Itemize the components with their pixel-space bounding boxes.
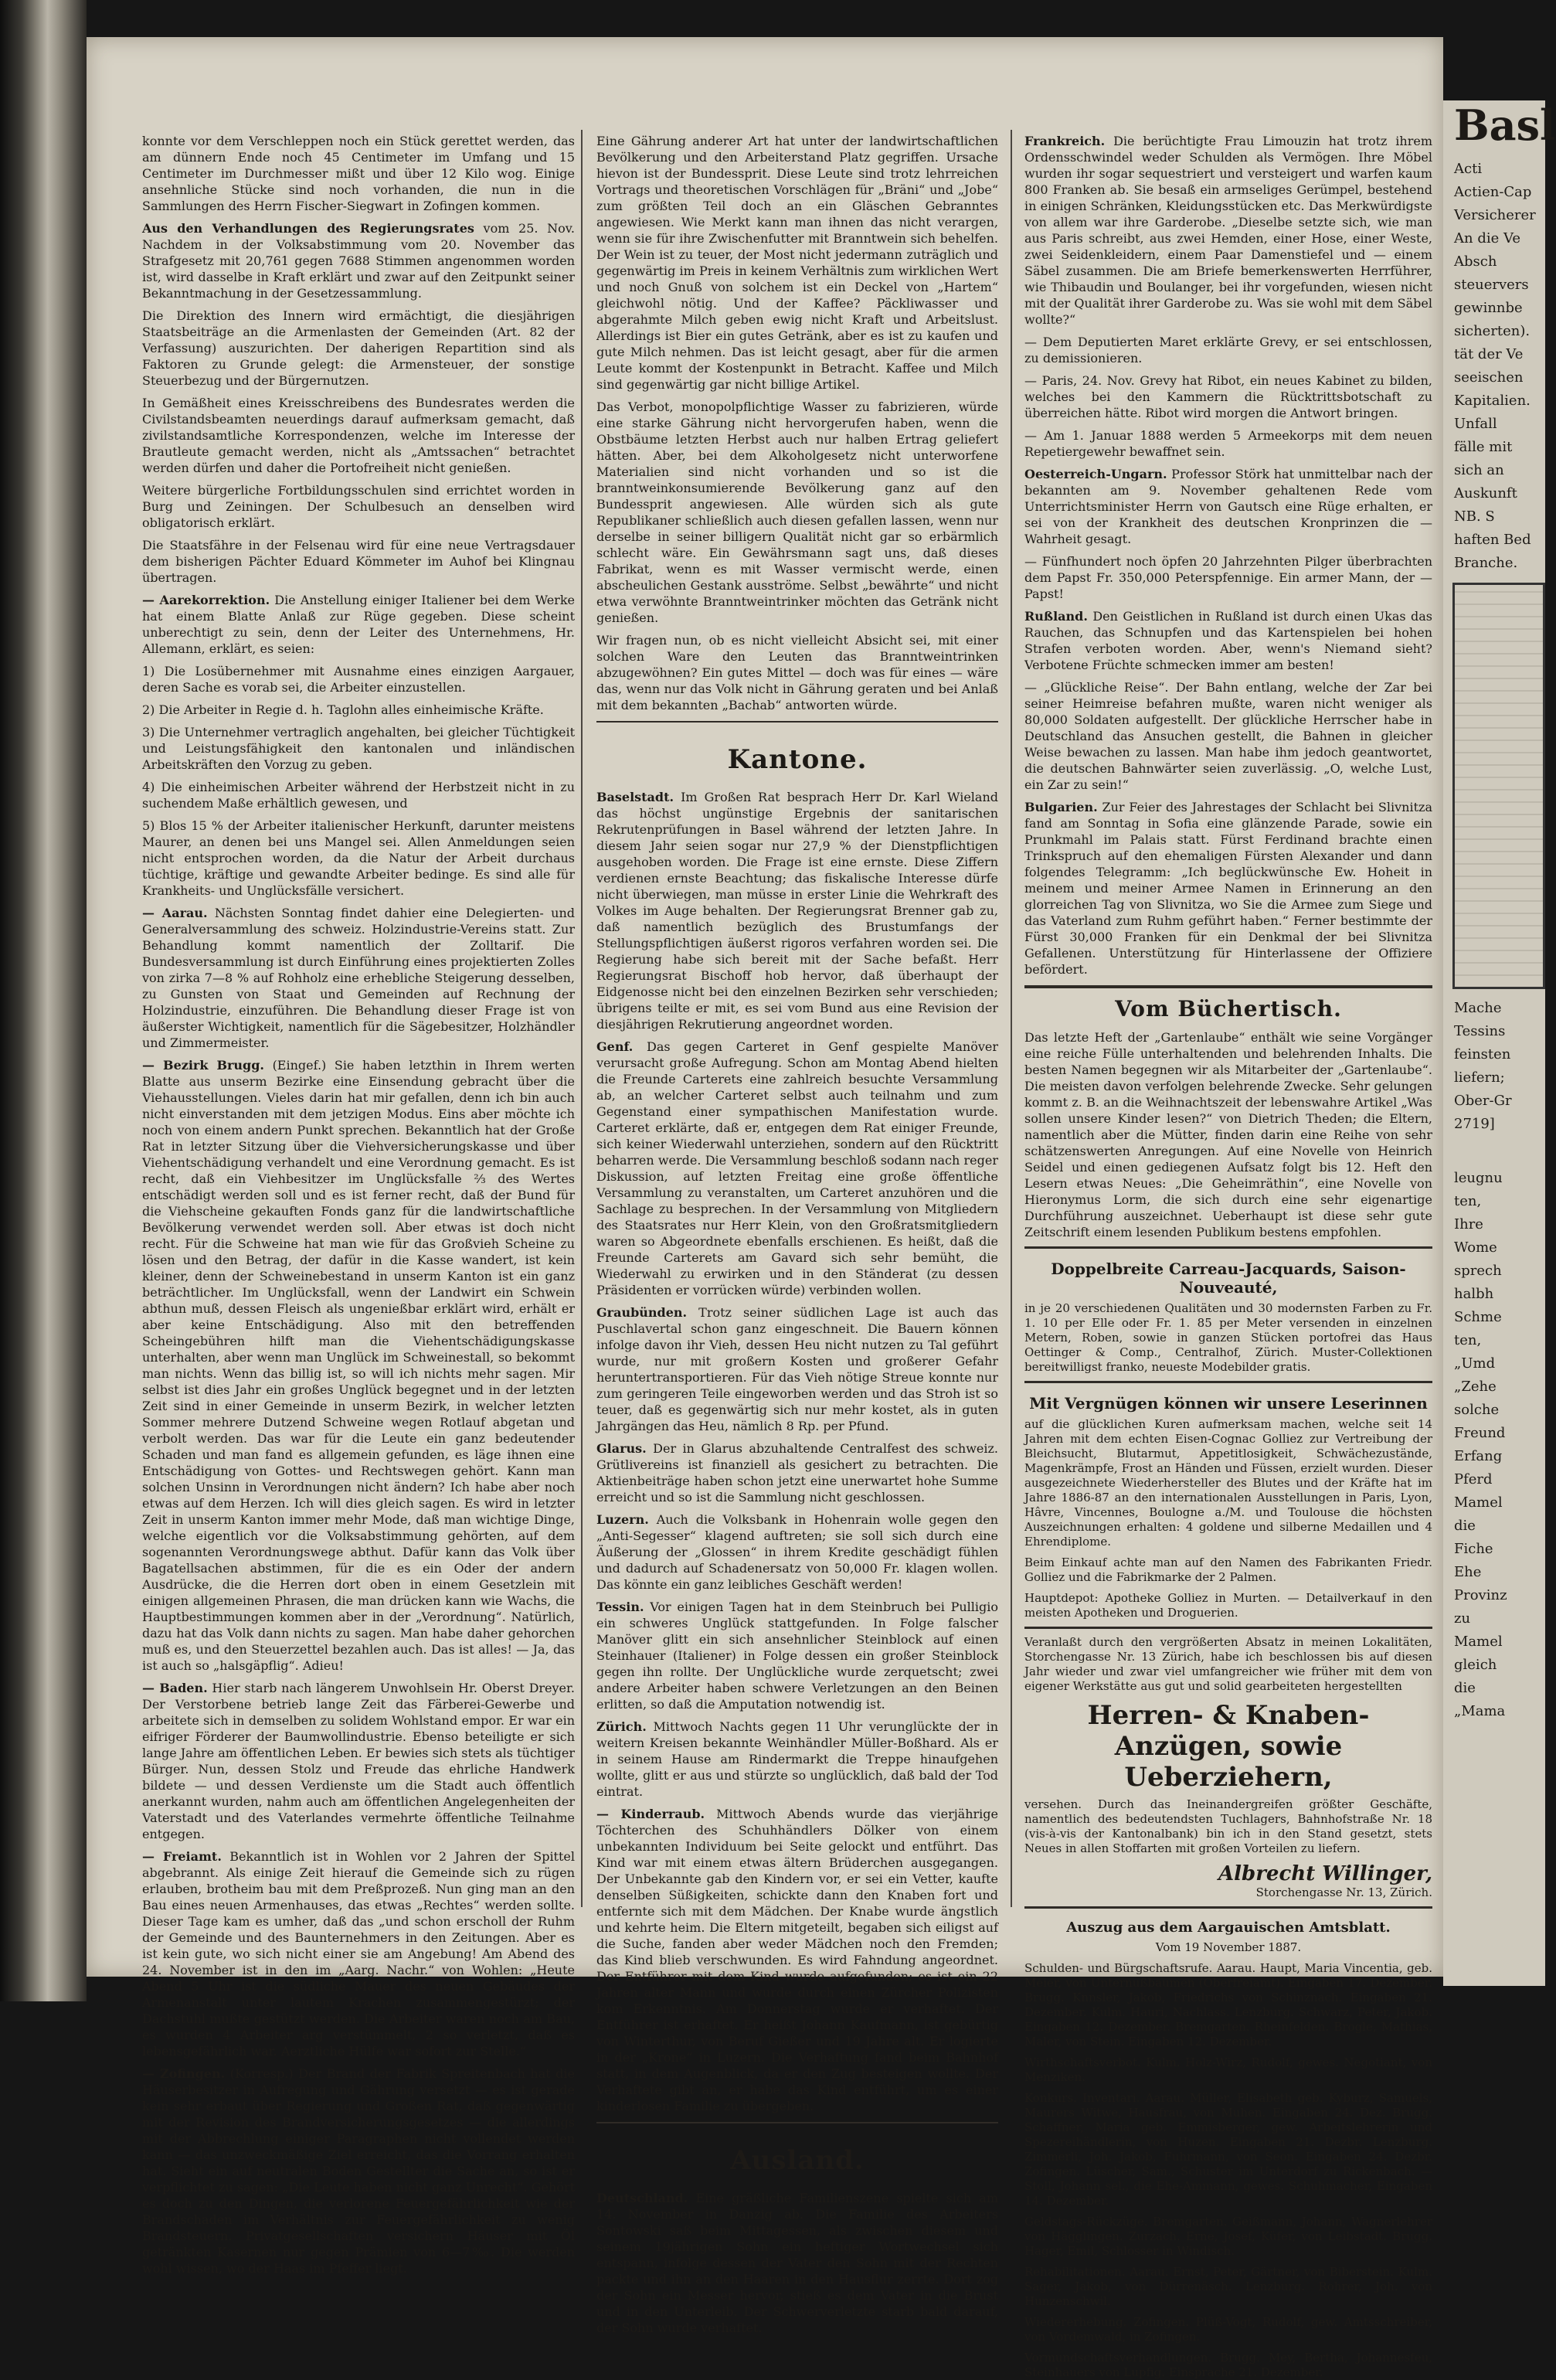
adjacent-page-line: gewinnbe (1454, 300, 1523, 316)
adjacent-page-line: solche (1454, 1402, 1500, 1418)
adjacent-page-lines (1454, 997, 1545, 1136)
article-paragraph (596, 1039, 998, 1298)
article-paragraph (1024, 799, 1432, 978)
article-lead: — Kinderraub. (596, 1807, 705, 1821)
ad-text: Veranlaßt durch den vergrößerten Absatz in meinen Lokalitäten, Storchengasse Nr. 13 Zürich, habe ich beschlossen bis auf diesen Jahr wieder und zwar viel umfangreicher wie früher mit dem von eigener Werkstätte aus gut und solid gearbeiteten hergestellten (1024, 1635, 1432, 1693)
adjacent-page-lines (1454, 1167, 1545, 1723)
list-item: 4) Die einheimischen Arbeiter während der Herbstzeit nicht in zu suchendem Maße erhältlich gewesen, und (142, 780, 575, 811)
adjacent-page-line: gleich (1454, 1657, 1497, 1673)
list-item: 3) Die Unternehmer vertraglich angehalten, bei gleicher Tüchtigkeit und Leistungsfähigkeit den kantonalen und inländischen Arbeitskräften den Vorzug zu geben. (142, 725, 575, 772)
column-divider (581, 130, 583, 1907)
article-paragraph: Die Direktion des Innern wird ermächtigt, die diesjährigen Staatsbeiträge an die Armenlasten der Gemeinden (Art. 82 der Verfassung) auszurichten. Der daherigen Repartition sind als Faktoren zu Grunde gelegt: die Armensteuer, der sonstige Steuerbezug und der Bürgernutzen. (142, 308, 575, 388)
ad-signature: Albrecht Willinger, (1218, 1862, 1432, 1885)
advertisement-jacquards (1024, 1246, 1432, 1375)
article-lead: Rußland. (1024, 609, 1088, 624)
article-paragraph (142, 1848, 575, 2059)
article-paragraph (142, 1680, 575, 1842)
article-text: Mittwoch Nachts gegen 11 Uhr verunglückte der in weitern Kreisen bekannte Weinhändler Müller-Boßhard. Als er in seinem Hause am Rindermarkt die Treppe hinaufgehen wollte, glitt er aus und stürzte so unglücklich, daß bald der Tod eintrat. (596, 1719, 998, 1799)
adjacent-page-line: tät der Ve (1454, 346, 1524, 362)
article-paragraph: Weitere bürgerliche Fortbildungsschulen sind errichtet worden in Burg und Zeiningen. Der Schulbesuch an denselben wird obligatorisch erklärt. (142, 483, 575, 530)
adjacent-page-line: steuervers (1454, 277, 1529, 293)
adjacent-page-line: sich an (1454, 462, 1504, 478)
article-lead: Graubünden. (596, 1305, 688, 1320)
adjacent-page-line: Schme (1454, 1309, 1502, 1325)
adjacent-page-line: liefern; (1454, 1069, 1505, 1086)
article-lead: Aus den Verhandlungen des Regierungsrates (142, 221, 474, 236)
adjacent-page-line: halbh (1454, 1286, 1494, 1302)
article-text: Eine gräßliche Familienszene spielte sich am 14. November in Danzig ab. Die Familie des Arbeiters Sontowski saß beim Mittagessen, als zwischen diesem und seinem 19jährigen Sohn ein heftiger Wortwechsel sich entspann, infolge dessen der Vater den Sohn mit der Rechten packte und ihn an den Haaren in den Hausflur zerrte. Dort zog der Sohn ein Messer hervor, stieß es dem Vater in die Brust und in den Unterleib. Der Schwerverletzte starb bald darauf, der Sohn wurde verhaftet. (596, 2191, 998, 2335)
ad-headline: Doppelbreite Carreau-Jacquards, Saison-Nouveauté, (1051, 1260, 1406, 1297)
article-paragraph: — Dem Deputierten Maret erklärte Grevy, er sei entschlossen, zu demissionieren. (1024, 335, 1432, 366)
article-text: Die Anstellung einiger Italiener bei dem Werke hat einem Blatte Anlaß zur Rüge gegeben. Diese scheint unberechtigt zu sein, denn der Leiter des Unternehmens, Hr. Allemann, erklärt, es seien: (142, 593, 575, 656)
section-divider (596, 721, 998, 722)
amtsblatt-entry: Wiedererhebung. Zofingen. Plüß-Vogt, Rudolf, gew. Amtsschreiber, von Vordemwald, in Zofingen. (1024, 2315, 1432, 2344)
adjacent-page-line: Provinz (1454, 1587, 1507, 1603)
article-paragraph (1024, 608, 1432, 673)
article-paragraph: Eine Gährung anderer Art hat unter der landwirtschaftlichen Bevölkerung und den Arbeiterstand Platz gegriffen. Ursache hievon ist der Bundessprit. Diese Leute sind trotz lehrreichen Vortrags und theoretischen Vorschlägen für „Bräni“ und „Jobe“ zum größten Teil doch an ein Gläschen Gebranntes angewiesen. Wie Merkt kann man ihnen das nicht verargen, wenn sie für ihre Zwischenfutter mit Branntwein sich behelfen. Der Wein ist zu teuer, der Most nicht jedermann zuträglich und gegenwärtig im Preis in keinem Verhältnis zum wirklichen Wert und noch Gnuß von solchem ist ein Deckel von „Hartem“ gleichwohl nötig. Und der Kaffee? Päckliwasser und abgerahmte Milch geben ewig nicht Kraft und Arbeitslust. Allerdings ist Bier ein gutes Getränk, aber es ist zu kaufen und gute Milch nehmen. Das ist leicht gesagt, aber für die armen Leute kommt der Kostenpunkt in Betracht. Kaffee und Milch sind gegenwärtig gar nicht billige Artikel. (596, 134, 998, 392)
article-text: Mittwoch Abends wurde das vierjährige Töchterchen des Schuhhändlers Dölker von einem unbekannten Individuum bei Seite gelockt und entführt. Das Kind war mit einem etwas ältern Brüderchen ausgegangen. Der Unbekannte gab den Kindern vor, er sei ein Vetter, kaufte denselben Süßigkeiten, schickte dann den Knaben fort und entfernte sich mit dem Mädchen. Der Knabe wurde ängstlich und kehrte heim. Die Eltern mitgeteilt, begaben sich eiligst auf die Suche, fanden aber weder Mädchen noch den Fremden; das Kind blieb verschwunden. Es wird Fahndung angeordnet. Der Entführer mit dem Kind wurde aufgefunden; es ist ein 22 Jahren alter Mann und wurde durch einen Zürcher Polizisten kom Erkenntnis. Am Donnerstag wurde er verhaftet. Der Entführer ist erhaftet. Er heißt Johann Kaufmann, ist gebürtig von Winterthur, von Beruf Gießer und 19 Jahre alt. Er logierte in der „Krone“ in Luzern. Die Verhaftung fand beim Bahnhof statt, in dem Augenblick, da er den Zug besteigen wollte. Der Verhaftete gibt an, er habe das Kind entführt, um es einer kinderlosen Familie zu übergeben. (596, 1807, 999, 2113)
article-paragraph (142, 905, 575, 1051)
adjacent-page-line: Wome (1454, 1239, 1497, 1256)
article-text: (Korresp.) Der Brand der Fabrik Spreitenbach hat die Häuserbesitzer in Aufregung und Gährung versetzt — es ist gerade kein sehr erbaut über Regierung und Großen Rat, daß gegenwärtig mit der Revision des Brandversicherungsgesetzes — die allerdings mit der Abbrechlung einiger Paragraphen nicht vollendet werden kann — das unzweckmäßige Ziel erreicht, das die Vorrang erhalten hat. Sieht ein auf neutralen Boden Gestellter die Sache an, so ist er verpflichtet zu sagen: „Die Leute haben nicht ganz Unrecht“. Gehört es doch zu den Dingen, die verlorene Feuergefährlichkeit wie der Brandschaden im Verhältnis zur Feuergefährlichkeit zu wenig Brandsteuern. Privatgesellschaften versichern Häuser mit Öl getränkten Kasernen nur gegen Prämien von 6—7‰. Die werden wohl wissen, wo der Haas im Pfeffer liegt. (142, 2066, 576, 2276)
adjacent-page-line: seeischen (1454, 369, 1524, 386)
article-text: Trotz seiner südlichen Lage ist auch das Puschlavertal schon ganz eingeschneit. Die Bauern können infolge davon ihr Vieh, dessen Heu nicht nutzen zu Tal geführt wurde, nur mit großern Kosten und großerer Gefahr heruntertransportieren. Für das Vieh nötige Streue konnte nur zum geringeren Teile eingeworben werden und das Stroh ist so teuer, daß es gegenwärtig sich nur mehr kostet, als in guten Jahrgängen das Heu, nämlich 8 Rp. per Pfund. (596, 1305, 998, 1433)
book-binding (0, 0, 87, 2001)
adjacent-page-line: An die Ve (1454, 230, 1520, 246)
article-text: Bekanntlich ist in Wohlen vor 2 Jahren der Spittel abgebrannt. Als einige Zeit hierauf die Gemeinde sich zu rügen erlauben, brotheim bau mit dem Preßprozeß. Nun ging man an den Bau eines neuen Armenhauses, das etwas „Rechtes“ werden sollte. Dieser Tage kam es umher, daß das „und schon erscholl der Ruhm der Gemeinde und des Baunternehmers in den Zeitungen. Aber es ist kein gute, wo sich nicht einer sie am Angebung! Am Abend des 24. November ist in den im „Aarg. Nachr.“ von Wohlen: „Heute Abend 5 Uhr ist die südliche Mauer des neuen Gebäudes der Armenanstalt unter lautem Krachen zusammengestürzt; der Dachstuhl mußte gestützt werden. Die Arbeiter waren noch am Bau, es wurden 4 Arbeiter arg verstümmelt, 2 so verletzt, daß es lebensgefährlich war. Aerztliche Hülfe war sofort zur Stelle.“ (142, 1849, 576, 2059)
article-paragraph (142, 220, 575, 301)
article-paragraph (596, 1511, 998, 1593)
adjacent-page-line: Pferd (1454, 1471, 1493, 1488)
article-text: vom 25. Nov. Nachdem in der Volksabstimmung vom 20. November das Strafgesetz mit 20,761 gegen 7688 Stimmen angenommen worden ist, wird dasselbe in Kraft erklärt und zwar auf den Zeitpunkt seiner Bekanntmachung in der Gesetzessammlung. (142, 221, 575, 301)
column-divider (1011, 130, 1012, 1907)
adjacent-page-line: Fiche (1454, 1541, 1493, 1557)
amtsblatt-entry: Konkurs. Inventari. Aarau. Müller, Elisabeth geb. Kyburz, Samuels, Maurers Witwe, Hausfrau, von Muhen. Eingaben 24. Dez. Brugg. Schaffner, Maria geb. Emmisberger, gew. Arbeitslehrerin und Spezereihändlerin, von Huzen. Eingaben 21. Dezbr. Lenzburg. Zimmerli, Joh. Jakob, Fuhrmann, von Seon. Eingaben 24. Dezbr. Zofingen. Lüscher, Sam., Schuster im Unterdorf zu Rickenbach. — Stoll, Johann sel., die Ehe-Ammann, gewes. Schuhmacher, Eingaben 14. Dezember. (1024, 2091, 1432, 2208)
adjacent-page-line: sicherten). (1454, 323, 1531, 339)
adjacent-page-title: Basl (1454, 100, 1556, 150)
section-title-buechertisch: Vom Büchertisch. (1115, 996, 1342, 1022)
article-paragraph (142, 1057, 575, 1674)
amtsblatt-entry: Rehabilitationen. Aarau. Ernst, Peter, Gärtner, von Biberstein. Kulm. Sager, Jakob, von Dürrenäsch. Lenzburg. Rohrer, Joh. von Hunzenschwil. (1024, 2265, 1432, 2308)
article-lead: — Zofingen. (142, 2066, 226, 2081)
adjacent-page-line: Mamel (1454, 1494, 1503, 1511)
article-paragraph: — Am 1. Januar 1888 werden 5 Armeekorps mit dem neuen Repetiergewehr bewaffnet sein. (1024, 428, 1432, 459)
adjacent-page-line: Tessins (1454, 1023, 1506, 1039)
article-text: Das gegen Carteret in Genf gespielte Manöver verursacht große Aufregung. Schon am Montag Abend hielten die Freunde Carterets eine zahlreich besuchte Versammlung ab, an welcher Carteret selbst auch teilnahm und zum Gegenstand einer sympathischen Manifestation wurde. Carteret erklärte, daß er, entgegen dem Rat einiger Freunde, sich keiner Wiederwahl unterziehen, sondern auf den Rücktritt beharren werde. Die Versammlung beschloß sodann nach reger Diskussion, auf letzten Freitag eine große öffentliche Versammlung zu veranstalten, um Carteret anzuhören und die Sachlage zu besprechen. In der Versammlung von Mitgliedern des Staatsrates nur Herr Klein, von den Großratsmitgliedern waren so Abgeordnete ebenfalls erschienen. Es heißt, daß die Freunde Carterets am Gavard sich sehr bemüht, die Wiederwahl zu erwirken und in den Ständerat (zu dessen Präsidenten er vorrücken würde) verbinden wollen. (596, 1039, 998, 1297)
adjacent-page-line: ten, (1454, 1332, 1482, 1348)
adjacent-page-line: die (1454, 1680, 1476, 1696)
adjacent-page-line: haften Bed (1454, 532, 1531, 548)
adjacent-page-line: Ober-Gr (1454, 1093, 1512, 1109)
article-paragraph: Das letzte Heft der „Gartenlaube“ enthält wie seine Vorgänger eine reiche Fülle unterhaltenden und belehrenden Inhalts. Die besten Namen begegnen wir als Mitarbeiter der „Gartenlaube“. Die meisten davon verfolgen belehrende Zwecke. Sehr gelungen kommt z. B. an die Weihnachtszeit der lebenswahre Artikel „Was sollen unsere Kinder lesen?“ von Dietrich Theden; die Eltern, namentlich aber die Mütter, finden darin eine Reihe von sehr schätzenswerten Anregungen. Auf eine Novelle von Heinrich Seidel und einen gediegenen Aufsatz folgt bis 12. Heft den Lesern etwas Neues: „Die Geheimräthin“, eine Novelle von Hieronymus Lorm, die sich durch eine sehr eigenartige Durchführung auszeichnet. Ueberhaupt ist diese sehr gute Zeitschrift einem lesenden Publikum bestens empfohlen. (1024, 1030, 1432, 1239)
adjacent-page-line: Unfall (1454, 416, 1497, 432)
article-paragraph: — Fünfhundert noch öpfen 20 Jahrzehnten Pilger überbrachten dem Papst Fr. 350,000 Peterspfennige. Ein armer Mann, der — Papst! (1024, 554, 1432, 601)
article-paragraph: Wir fragen nun, ob es nicht vielleicht Absicht sei, mit einer solchen Ware den Leuten das Branntweintrinken abzugewöhnen? Ein gutes Mittel — doch was für eines — wäre das, wenn nur das Volk nicht in Gährung geraten und bei Anlaß mit dem bekannten „Bachab“ antworten würde. (596, 633, 998, 712)
amtsblatt-entry: Vormundschaftsverhandlungen. Brugg. Mey, Bertha, Johannesfeu, Steinhauers von Lupfig. Einsprache 21. Dezember. (1024, 2351, 1432, 2379)
section-title-kantone: Kantone. (727, 744, 868, 775)
adjacent-page-line: Versicherer (1454, 207, 1536, 223)
section-divider (596, 2122, 998, 2123)
article-text: Zur Feier des Jahrestages der Schlacht bei Slivnitza fand am Sonntag in Sofia eine glänzende Parade, sowie ein Prunkmahl im Palais statt. Fürst Ferdinand brachte einen Trinkspruch auf den ehemaligen Fürsten Alexander und dann folgendes Telegramm: „Ich beglückwünsche Ew. Hoheit in meinem und meiner Armee Namen in Erinnerung an den glorreichen Tag von Slivnitza, wo Sie die Armee zum Siege und das Vaterland zum Ruhm geführt haben.“ Ferner bestimmte der Fürst 30,000 Franken für ein Denkmal der bei Slivnitza Gefallenen. Unterstützung für Hinterlassene der Offiziere befördert. (1024, 800, 1432, 977)
adjacent-page-line: ten, (1454, 1193, 1482, 1209)
adjacent-page-line: „Mama (1454, 1703, 1506, 1719)
article-paragraph (596, 1304, 998, 1434)
adjacent-page-fragment (1443, 100, 1556, 1986)
article-lead: Bulgarien. (1024, 800, 1098, 814)
amtsblatt-entry: Geldstags-Rückzüge. Bremgarten. Geißmann, Johann, Wagnerlehrer von Hägglingen. Zurzach. Erne, Josef, Küfer, von Leibstadt. Brugg. Hager, Emil, Schlosser in Windisch. (1024, 2215, 1432, 2258)
amtsblatt-entry: Wirthschaftsverbot. Kulm. Holz-Wirz, Rudolf, gewes. Negotiant, von Menziken. (1024, 2055, 1432, 2084)
article-text: Vor einigen Tagen hat in dem Steinbruch bei Pulligio ein schweres Unglück stattgefunden. In Folge falscher Manöver glitt ein sich ansehnlicher Steinblock auf einen Steinhauer (Italiener) in Folge dessen ein großer Steinblock gegen ihn rollte. Der Unglückliche wurde zerquetscht; zwei andere Arbeiter haben schwere Verletzungen an den Beinen erlitten, so daß die Amputation notwendig ist. (596, 1600, 999, 1712)
article-paragraph (142, 592, 575, 657)
article-text: Professor Störk hat unmittelbar nach der bekannten am 9. November gehaltenen Rede vom Unterrichtsminister Herrn von Gautsch eine Rüge erhalten, er sei von der Krankheit des deutschen Kronprinzen die — Wahrheit gesagt. (1024, 467, 1432, 546)
adjacent-page-line: „Zehe (1454, 1379, 1497, 1395)
column-2 (596, 133, 999, 2335)
adjacent-page-line: Ehe (1454, 1564, 1482, 1580)
list-item: 2) Die Arbeiter in Regie d. h. Taglohn alles einheimische Kräfte. (142, 702, 544, 717)
adjacent-page-ad-box (1452, 583, 1545, 989)
article-text: Im Großen Rat besprach Herr Dr. Karl Wieland das höchst ungünstige Ergebnis der sanitarischen Rekrutenprüfungen in Basel während der letzten Jahre. In diesem Jahr seien sogar nur 27,9 % der Dienstpflichtigen ausgehoben worden. Die Frage ist eine ernste. Diese Ziffern verdienen ernste Beachtung; das fiskalische Interesse dürfe nicht überwiegen, man müsse in erster Linie die Wehrkraft des Volkes im Auge behalten. Der Regierungsrat Brenner gab zu, daß namentlich bezüglich des Brustumfangs der Stellungspflichtigen äußerst rigoros verfahren worden sei. Die Regierung habe sich bereit mit der Sache befaßt. Herr Regierungsrat Bischoff hob hervor, daß überhaupt der Eidgenosse nicht bei den einzelnen Bezirken sehr verschieden; übrigens teilte er mit, es sei vom Bund aus eine Revision der diesjährigen Rekrutierung angeordnet worden. (596, 790, 998, 1032)
article-lead: — Baden. (142, 1681, 208, 1695)
ad-text: Beim Einkauf achte man auf den Namen des Fabrikanten Friedr. Golliez und die Fabrikmarke der 2 Palmen. (1024, 1556, 1432, 1584)
list-item: 5) Blos 15 % der Arbeiter italienischer Herkunft, darunter meistens Maurer, an denen bei uns Mangel sei. Allen Anmeldungen seien nicht entsprochen worden, da die Natur der Arbeit durchaus tüchtige, kräftige und gewandte Arbeiter bedinge. Es sind alle für Krankheits- und Unglücksfälle versichert. (142, 818, 575, 898)
article-paragraph: Die Staatsfähre in der Felsenau wird für eine neue Vertragsdauer dem bisherigen Pächter Eduard Kömmeter im Auhof bei Klingnau übertragen. (142, 538, 575, 585)
column-3 (1024, 133, 1432, 2379)
article-paragraph (596, 789, 998, 1032)
amtsblatt-entry: Schulden- und Bürgschaftsrufe. Aarau. Haupt, Maria Vincentia, geb. Meier, von Unternußbaumen (Oberfreiamt). Eingaben 17. Dezember. Brugg. Knnsler, Jakob, Friedrichs von Schinznach. Eingaben 21. Dezember. Kulm. Hauri, Nachlass. Lenzburg. Schwarz, Peter, Jakob. Eingaben 12. Dezember. Bremgarten. Rheinfelden. Brogle, Mathias, Maler, von Stein. Eingaben 12. Dezember. (1024, 1961, 1432, 2048)
article-paragraph (596, 2190, 998, 2336)
adjacent-page-line: Absch (1454, 253, 1497, 270)
adjacent-page-line: Mamel (1454, 1634, 1503, 1650)
adjacent-page-line: leugnu (1454, 1170, 1503, 1186)
adjacent-page-line: Ihre (1454, 1216, 1483, 1232)
article-text: Nächsten Sonntag findet dahier eine Delegierten- und Generalversammlung des schweiz. Holzindustrie-Vereins statt. Zur Behandlung kommt namentlich der Zolltarif. Die Bundesversammlung ist durch Einführung eines projektierten Zolles von zirka 7—8 % auf Rohholz eine erhebliche Steigerung desselben, zu Gunsten von Staat und Gemeinden auf Rechnung der Holzindustrie, einzuführen. Die Behandlung dieser Frage ist von äußerster Wichtigkeit, namentlich für die Sägebesitzer, Holzhändler und Zimmermeister. (142, 906, 575, 1050)
newspaper-page (87, 37, 1443, 2379)
article-paragraph (1024, 466, 1432, 547)
article-paragraph (142, 2066, 575, 2276)
list-item: 1) Die Losübernehmer mit Ausnahme eines einzigen Aargauer, deren Sache es vorab sei, die Arbeiter einzustellen. (142, 664, 575, 695)
adjacent-page-line: Freund (1454, 1425, 1506, 1441)
article-lead: Glarus. (596, 1441, 647, 1456)
section-title-ausland: Ausland. (730, 2145, 865, 2176)
ad-text: auf die glücklichen Kuren aufmerksam machen, welche seit 14 Jahren mit dem echten Eisen-Cognac Golliez zur Vertreibung der Bleichsucht, Blutarmut, Appetitlosigkeit, Schwächezustände, Magenkrämpfe, Frost an Händen und Füssen, erzielt wurden. Dieser ausgezeichnete Wiederhersteller des Blutes und der Kräfte hat im Jahre 1886-87 an den internationalen Ausstellungen in Paris, Lyon, Hâvre, Vincennes, Boulogne a./M. und Toulouse die höchsten Auszeichnungen erhalten: 4 goldene und silberne Medaillen und 4 Ehrendiplome. (1024, 1417, 1432, 1549)
adjacent-page-line: sprech (1454, 1263, 1502, 1279)
amtsblatt-title: Auszug aus dem Aargauischen Amtsblatt. (1066, 1919, 1391, 1936)
article-lead: Oesterreich-Ungarn. (1024, 467, 1167, 481)
article-paragraph (596, 1599, 998, 1712)
article-paragraph (596, 1719, 998, 1800)
adjacent-page-line: Mache (1454, 1000, 1502, 1016)
article-lead: Frankreich. (1024, 134, 1106, 148)
ad-text: Hauptdepot: Apotheke Golliez in Murten. — Detailverkauf in den meisten Apotheken und Droguerien. (1024, 1591, 1432, 1620)
adjacent-page-line: Actien-Cap (1454, 184, 1532, 200)
article-lead: — Freiamt. (142, 1849, 222, 1864)
article-lead: Tessin. (596, 1600, 644, 1614)
section-divider (1024, 985, 1432, 988)
article-lead: — Aarau. (142, 906, 208, 920)
adjacent-page-line: Acti (1454, 161, 1483, 177)
article-text: (Eingef.) Sie haben letzthin in Ihrem werten Blatte aus unserm Bezirke eine Einsendung gebracht über die Viehausstellungen. Vieles darin hat mir gefallen, denn ich bin auch nicht einverstanden mit dem jetzigen Modus. Eins aber möchte ich noch von einem andern Punkt sprechen. Bekanntlich hat der Große Rat in letzter Sitzung über die Viehversicherungskasse und über Viehentschädigung verhandelt und eine Verordnung gemacht. Es ist recht, daß ein Viehbesitzer im Unglücksfalle ⅔ des Wertes entschädigt werden soll und es ist ferner recht, daß der Bund für die Viehscheine gekauften Fonds ganz für die landwirtschaftliche Bevölkerung verwendet werden soll. Aber etwas ist doch nicht recht. Für die Schweine hat man wie für das Großvieh Scheine zu lösen und den Betrag, der dafür in die Kasse wandert, ist kein kleiner, denn der Schweinebestand in unserm Kanton ist ein ganz beträchtlicher. Im Unglücksfall, wenn der Landwirt ein Schwein abthun muß, dessen Fleisch als ungenießbar erklärt wird, erhält er aber keine Entschädigung. Also mit den betreffenden Scheingebühren hilft man die Viehentschädigungskasse unterhalten, aber wenn man Unglück im Schweinestall, so bekommt man nichts. Wenn das billig ist, so will ich nichts mehr sagen. Mir selbst ist dies Jahr ein großes Unglück begegnet und in der letzten Zeit sind in einer Gemeinde in unserm Bezirk, in welcher letzten Sommer mehrere Dutzend Schweine wegen Rotlauf abgetan und verbolt werden. Das war für die Leute ein ganz bedeutender Schaden und man fand es allgemein gefunden, es läge ihnen eine Entschädigung von Gottes- und Rechtswegen gehört. Kann man solchen Unsinn in Verordnungen nicht ändern? Ich habe aber noch etwas auf dem Herzen. Ich will dies gleich sagen. Es wird in letzter Zeit in unserm Kanton immer mehr Mode, daß man wichtige Dinge, welche eigentlich vor die Volksabstimmung gehörten, auf dem sogenannten Verordnungswege abthut. Dafür kann das Volk über Bagatellsachen abstimmen, für die es ein Oder der andern Ausdrücke, die die Herren dort oben in einem Gesetzlein mit einigen allgemeinen Phrasen, die man drücken kann wie Wachs, die Hauptbestimmungen kommen aber in der „Verordnung“. Natürlich, dazu hat das Volk dann nichts zu sagen. Man habe daher gehorchen muß es, und den Steuerzettel bezahlen auch. Das ist alles! — Ja, das ist auch so „halsgäpflig“. Adieu! (142, 1058, 575, 1673)
article-lead: Baselstadt. (596, 790, 674, 804)
advertisement-golliez (1024, 1381, 1432, 1620)
article-paragraph: — Paris, 24. Nov. Grevy hat Ribot, ein neues Kabinet zu bilden, welches bei den Kammern die Rücktrittsbotschaft zu überreichen hätte. Ribot wird morgen die Antwort bringen. (1024, 373, 1432, 420)
article-paragraph (1024, 133, 1432, 328)
article-text: Den Geistlichen in Rußland ist durch einen Ukas das Rauchen, das Schnupfen und das Kartenspielen bei hohen Strafen verboten worden. Aber, wenn's Niemand sieht? Verbotene Früchte schmecken immer am besten! (1024, 609, 1432, 672)
amtsblatt-extract (1024, 1906, 1432, 2380)
article-paragraph: — „Glückliche Reise“. Der Bahn entlang, welche der Zar bei seiner Heimreise befahren mußte, waren nicht weniger als 80,000 Soldaten aufgestellt. Der glückliche Herrscher habe in Deutschland das Ansuchen gestellt, die Bahnen in gleicher Weise bewachen zu lassen. Man habe ihm jedoch geantwortet, die deutschen Bahnwärter seien zuverlässig. „O, welche Lust, ein Zar zu sein!“ (1024, 680, 1432, 792)
adjacent-page-line: Kapitalien. (1454, 393, 1531, 409)
article-lead: — Bezirk Brugg. (142, 1058, 264, 1073)
article-lead: Zürich. (596, 1719, 647, 1734)
ad-address: Storchengasse Nr. 13, Zürich. (1255, 1885, 1432, 1899)
adjacent-page-line: zu (1454, 1610, 1471, 1627)
article-text: Auch die Volksbank in Hohenrain wolle gegen den „Anti-Segesser“ klagend auftreten; sie soll sich durch eine Äußerung der „Glossen“ in ihrem Kredite geschädigt fühlen und dadurch auf Schadenersatz von 50,000 Fr. klagen wollen. Das könnte ein ganz leibliches Geschäft werden! (596, 1512, 999, 1592)
adjacent-page-line: Branche. (1454, 555, 1518, 571)
adjacent-page-line: Erfang (1454, 1448, 1503, 1464)
article-lead: Genf. (596, 1039, 634, 1054)
ad-headline: Mit Vergnügen können wir unsere Leserinnen (1029, 1394, 1428, 1413)
column-1 (142, 133, 576, 2276)
adjacent-page-line: „Umd (1454, 1355, 1496, 1372)
amtsblatt-date: Vom 19 November 1887. (1155, 1940, 1302, 1954)
article-lead: Deutschland. (596, 2191, 688, 2205)
adjacent-page-line: feinsten (1454, 1046, 1511, 1062)
article-lead: Luzern. (596, 1512, 649, 1527)
adjacent-page-line: fälle mit (1454, 439, 1513, 455)
article-paragraph: In Gemäßheit eines Kreisschreibens des Bundesrates werden die Civilstandsbeamten neuerdings darauf aufmerksam gemacht, daß zivilstandsamtliche Korrespondenzen, welche im Interesse der Brautleute gemacht werden, nicht als „Amtssachen“ betrachtet werden dürfen und daher die Portofreiheit nicht genießen. (142, 396, 575, 475)
article-paragraph: Das Verbot, monopolpflichtige Wasser zu fabrizieren, würde eine starke Gährung nicht hervorgerufen haben, wenn die Obstbäume letzten Herbst auch nur halben Ertrag geliefert hätten. Aber, bei dem Alkoholgesetz nicht unterworfene Materialien sind nicht vorhanden und so ist die branntweinkonsumierende Bevölkerung ganz auf den Bundessprit angewiesen. Alle würden sich als gute Republikaner schließlich auch diesen gefallen lassen, wenn nur derselbe in seiner billigern Qualität nicht gar so erbärmlich schlecht wäre. Ein Gewährsmann sagt uns, daß dieses Fabrikat, wenn es mit Wasser vermischt werde, einen abscheulichen Gestank ausströme. Selbst „bewährte“ und nicht etwa verwöhnte Branntweintrinker möchten das Getränk nicht genießen. (596, 400, 998, 625)
article-text: Der in Glarus abzuhaltende Centralfest des schweiz. Grütlivereins ist finanziell als gesichert zu betrachten. Die Aktienbeiträge haben schon jetzt eine unerwartet hohe Summe erreicht und so ist die Sammlung nicht geschlossen. (596, 1441, 998, 1504)
adjacent-page-line: die (1454, 1518, 1476, 1534)
article-text: Hier starb nach längerem Unwohlsein Hr. Oberst Dreyer. Der Verstorbene betrieb lange Zeit das Färberei-Gewerbe und arbeitete sich in demselben zu solidem Wohlstand empor. Er war ein eifriger Förderer der Baumwollindustrie. Ebenso beteiligte er sich lange Jahre am öffentlichen Leben. Er bewies sich stets als tüchtiger Bürger. Nun, dessen Stolz und Freude das ehrliche Handwerk bildete — und dessen Verdienste um die Stadt auch öffentlich anerkannt wurden, nahm auch am öffentlichen Angelegenheiten der Vaterstadt und des Vaterlandes vermehrte öffentliche Teilnahme entgegen. (142, 1681, 576, 1841)
adjacent-page-lines (1454, 158, 1545, 575)
adjacent-page-line: Auskunft (1454, 485, 1517, 502)
article-lead: — Aarekorrektion. (142, 593, 270, 607)
ad-text: in je 20 verschiedenen Qualitäten und 30 modernsten Farben zu Fr. 1. 10 per Elle oder Fr. 1. 85 per Meter versenden in einzelnen Metern, Roben, sowie in ganzen Stücken portofrei das Haus Oettinger & Comp., Centralhof, Zürich. Muster-Collektionen bereitwilligst franko, neueste Modebilder gratis. (1024, 1301, 1432, 1374)
ad-text: versehen. Durch das Ineinandergreifen größter Geschäfte, namentlich des bedeutendsten Tuchlagers, Bahnhofstraße Nr. 18 (vis-à-vis der Kantonalbank) bin ich in den Stand gesetzt, stets Neues in allen Stoffarten mit großen Vorteilen zu liefern. (1024, 1797, 1432, 1855)
adjacent-page-line: NB. S (1454, 508, 1495, 525)
advertisement-willinger (1024, 1627, 1432, 1900)
article-paragraph (596, 1440, 998, 1505)
ad-title: Herren- & Knaben-Anzügen, sowie Ueberziehern, (1087, 1700, 1370, 1793)
adjacent-page-line: 2719] (1454, 1116, 1495, 1132)
article-paragraph: konnte vor dem Verschleppen noch ein Stück gerettet werden, das am dünnern Ende noch 45 Centimeter im Umfang und 15 Centimeter im Durchmesser mißt und über 12 Kilo wog. Einige ansehnliche Stücke sind noch vorhanden, die nun in die Sammlungen des Herrn Fischer-Siegwart in Zofingen kommen. (142, 134, 575, 213)
article-paragraph (596, 1806, 998, 2114)
article-text: Die berüchtigte Frau Limouzin hat trotz ihrem Ordensschwindel weder Schulden als Vermögen. Ihre Möbel wurden ihr sogar sequestriert und versteigert und warfen kaum 800 Franken ab. Sie besaß ein armseliges Gerümpel, bestehend in einigen Schränken, Kleidungsstücken etc. Das Merkwürdigste von allem war ihre Garderobe. „Dieselbe setzte sich, wie man aus Paris schreibt, aus zwei Hemden, einer Hose, einer Weste, zwei Seidenkleidern, einem Paar Damenstiefel und — einem Säbel zusammen. Die am Briefe bemerkenswerten Herrführer, wie Thibaudin und Boulanger, bei ihr vorgefunden, wiesen nicht mit der Qualität ihrer Garderobe zu. Was sie wohl mit dem Säbel wollte?“ (1024, 134, 1432, 327)
